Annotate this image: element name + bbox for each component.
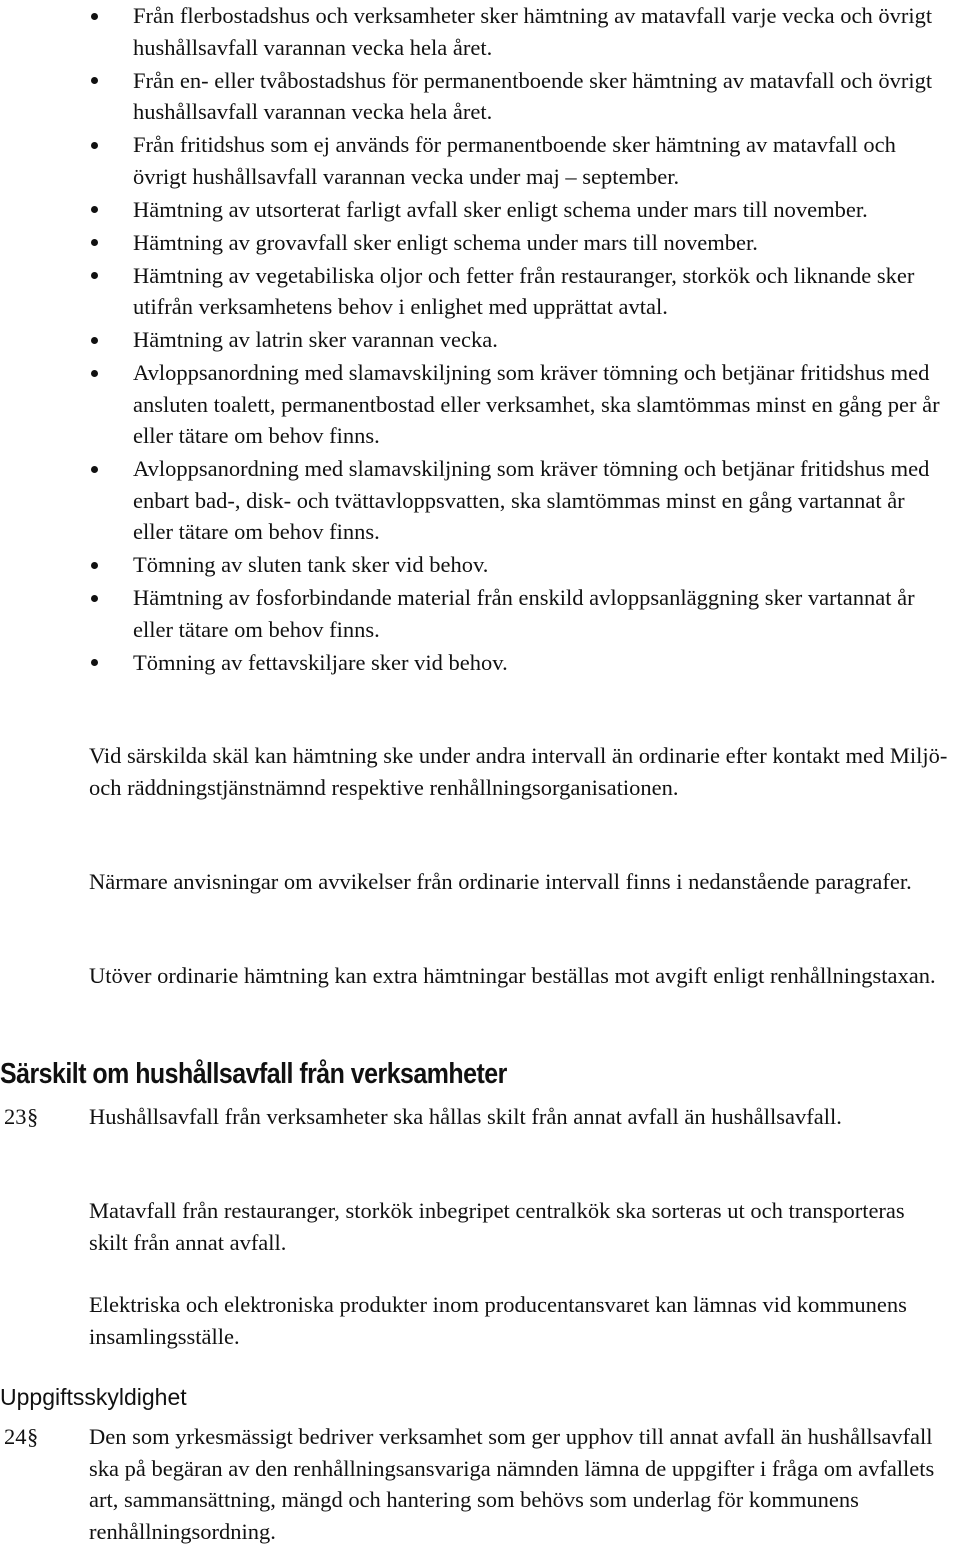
deviations-paragraph: Närmare anvisningar om avvikelser från ordinarie intervall finns i nedanstående paragrafer.	[89, 869, 912, 894]
list-item-text: Hämtning av vegetabiliska oljor och fetter från restauranger, storkök och liknande sker utifrån verksamhetens behov i enlighet med upprättat avtal.	[133, 262, 915, 319]
paragraph-24-text: Den som yrkesmässigt bedriver verksamhet som ger upphov till annat avfall än hushållsavfall ska på begäran av den renhållningsansvariga nämnden lämna de uppgifter i fråga om avfallets art, sammansättning, mängd och hantering som behövs som underlag för kommunens renhållningsordning.	[89, 1424, 935, 1544]
paragraph-number: 23	[4, 1104, 27, 1129]
bullet-icon	[91, 206, 98, 213]
list-item-text: Tömning av fettavskiljare sker vid behov.	[133, 649, 508, 675]
bullet-icon	[91, 77, 98, 84]
food-waste-paragraph: Matavfall från restauranger, storkök inbegripet centralkök ska sorteras ut och transporteras skilt från annat avfall.	[89, 1198, 905, 1255]
bullet-icon	[91, 337, 98, 344]
bullet-icon	[91, 13, 98, 20]
collection-interval-list	[0, 0, 960, 680]
list-item	[0, 0, 960, 63]
list-item	[0, 357, 960, 452]
bullet-icon	[91, 272, 98, 279]
paragraph-23-text: Hushållsavfall från verksamheter ska hållas skilt från annat avfall än hushållsavfall.	[89, 1104, 842, 1129]
bullet-icon	[91, 142, 98, 149]
bullet-icon	[91, 595, 98, 602]
list-item-text: Tömning av sluten tank sker vid behov.	[133, 552, 489, 577]
bullet-icon	[91, 562, 98, 569]
list-item-text: Hämtning av utsorterat farligt avfall sker enligt schema under mars till november.	[133, 196, 868, 222]
list-item	[0, 129, 960, 192]
list-item-text: Från fritidshus som ej används för permanentboende sker hämtning av matavfall och övrigt hushållsavfall varannan vecka under maj – september.	[133, 132, 896, 189]
special-reasons-paragraph: Vid särskilda skäl kan hämtning ske under andra intervall än ordinarie efter kontakt med Miljö- och räddningstjänstnämnd respektive renhållningsorganisationen.	[89, 743, 948, 800]
section-heading-business-waste: Särskilt om hushållsavfall från verksamheter	[0, 1058, 507, 1090]
bullet-icon	[91, 370, 98, 377]
list-item-text: Hämtning av latrin sker varannan vecka.	[133, 327, 498, 352]
list-item	[0, 582, 960, 645]
bullet-icon	[91, 466, 98, 473]
list-item	[0, 324, 960, 356]
extra-collection-paragraph: Utöver ordinarie hämtning kan extra hämtningar beställas mot avgift enligt renhållningstaxan.	[89, 963, 936, 988]
section-sign: §	[27, 1424, 39, 1449]
list-item-text: Från flerbostadshus och verksamheter sker hämtning av matavfall varje vecka och övrigt hushållsavfall varannan vecka hela året.	[133, 3, 933, 60]
section-sign: §	[27, 1104, 39, 1129]
list-item	[0, 194, 960, 226]
list-item-text: Hämtning av grovavfall sker enligt schema under mars till november.	[133, 229, 758, 255]
list-item	[0, 453, 960, 548]
list-item	[0, 65, 960, 128]
electronics-paragraph: Elektriska och elektroniska produkter inom producentansvaret kan lämnas vid kommunens insamlingsställe.	[89, 1292, 907, 1349]
list-item-text: Hämtning av fosforbindande material från enskild avloppsanläggning sker vartannat år eller tätare om behov finns.	[133, 585, 915, 642]
list-item	[0, 227, 960, 259]
list-item-text: Avloppsanordning med slamavskiljning som kräver tömning och betjänar fritidshus med enbart bad-, disk- och tvättavloppsvatten, ska slamtömmas minst en gång vartannat år eller tätare om behov finns.	[133, 456, 930, 544]
section-heading-reporting: Uppgiftsskyldighet	[0, 1384, 187, 1410]
list-item	[0, 260, 960, 323]
list-item-text: Från en- eller tvåbostadshus för permanentboende sker hämtning av matavfall och övrigt hushållsavfall varannan vecka hela året.	[133, 67, 933, 124]
list-item-text: Avloppsanordning med slamavskiljning som kräver tömning och betjänar fritidshus med ansluten toalett, permanentbostad eller verksamhet, ska slamtömmas minst en gång per år eller tätare om behov finns.	[133, 360, 940, 448]
list-item	[0, 647, 960, 679]
bullet-icon	[91, 239, 98, 246]
list-item	[0, 549, 960, 581]
bullet-icon	[91, 659, 98, 666]
paragraph-number: 24	[4, 1424, 27, 1449]
